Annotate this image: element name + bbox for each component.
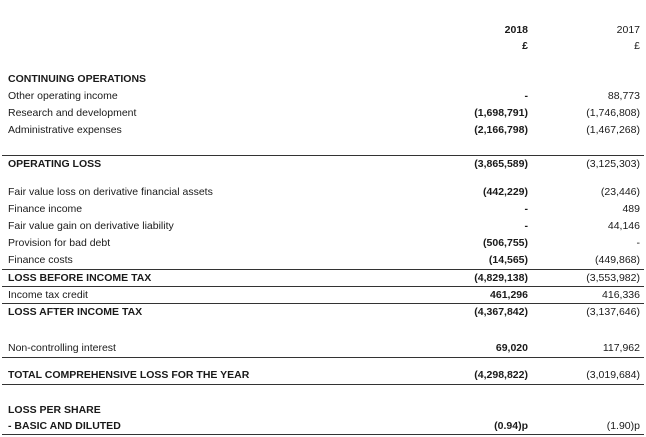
value-2017: (449,868) [595,254,640,266]
row-label: LOSS PER SHARE [8,404,101,416]
value-2017: (3,125,303) [586,158,640,170]
row-fair-value-loss [0,184,646,200]
value-2018: - [524,203,528,215]
row-label: Income tax credit [8,289,88,301]
year-2017-header: 2017 [616,24,640,36]
value-2018: - [524,90,528,102]
row-label: - BASIC AND DILUTED [8,420,121,432]
value-2017: 88,773 [607,90,640,102]
row-operating-loss [0,156,646,172]
row-label: TOTAL COMPREHENSIVE LOSS FOR THE YEAR [8,369,250,381]
row-finance-income [0,201,646,217]
value-2018: (506,755) [483,237,528,249]
row-label: Fair value gain on derivative liability [8,220,174,232]
row-finance-costs [0,252,646,268]
value-2018: (1,698,791) [474,107,528,119]
value-2018: (442,229) [483,186,528,198]
section-continuing-operations [0,71,646,87]
value-2017: (3,137,646) [586,306,640,318]
row-fair-value-gain [0,218,646,234]
row-total-comprehensive-loss [0,367,646,383]
row-loss-before-tax [0,270,646,286]
row-label: OPERATING LOSS [8,158,102,170]
value-2018: 461,296 [490,289,528,301]
row-label: Research and development [8,107,137,119]
value-2017: - [636,237,640,249]
value-2018: 69,020 [495,342,528,354]
currency-2017-header: £ [634,40,640,52]
value-2018: (4,829,138) [474,272,528,284]
value-2017: (3,553,982) [586,272,640,284]
value-2018: (2,166,798) [474,124,528,136]
currency-2018-header: £ [522,40,528,52]
value-2017: 117,962 [602,342,640,354]
divider [2,384,644,385]
value-2018: (0.94)p [494,420,528,432]
row-loss-after-tax [0,304,646,320]
row-label: Provision for bad debt [8,237,111,249]
row-other-operating-income [0,88,646,104]
row-label: Fair value loss on derivative financial assets [8,186,213,198]
row-non-controlling-interest [0,340,646,356]
row-label: CONTINUING OPERATIONS [8,73,147,85]
value-2017: 489 [622,203,640,215]
row-label: Non-controlling interest [8,342,116,354]
value-2018: (4,298,822) [474,369,528,381]
row-label: Other operating income [8,90,118,102]
value-2018: - [524,220,528,232]
value-2017: (23,446) [600,186,640,198]
row-label: LOSS BEFORE INCOME TAX [8,272,152,284]
value-2017: (3,019,684) [586,369,640,381]
value-2017: 44,146 [607,220,640,232]
row-provision-bad-debt [0,235,646,251]
value-2017: (1.90)p [606,420,640,432]
year-2018-header: 2018 [504,24,528,36]
value-2017: 416,336 [602,289,640,301]
row-label: Finance income [8,203,83,215]
value-2018: (4,367,842) [474,306,528,318]
row-income-tax-credit [0,287,646,303]
row-label: Administrative expenses [8,124,122,136]
divider [2,434,644,435]
row-label: Finance costs [8,254,73,266]
value-2017: (1,746,808) [586,107,640,119]
value-2018: (14,565) [488,254,528,266]
row-administrative-expenses [0,122,646,138]
row-basic-diluted [0,418,646,434]
row-research-development [0,105,646,121]
value-2018: (3,865,589) [474,158,528,170]
divider [2,357,644,358]
value-2017: (1,467,268) [586,124,640,136]
row-label: LOSS AFTER INCOME TAX [8,306,143,318]
section-loss-per-share [0,402,646,418]
